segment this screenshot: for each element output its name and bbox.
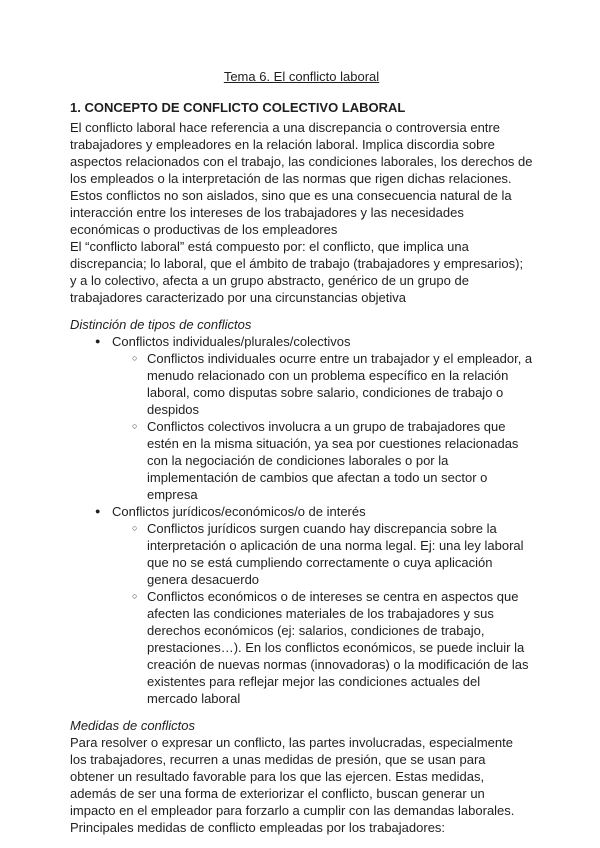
sub-list <box>112 350 533 503</box>
sub-list-item-text: Conflictos colectivos involucra a un grupo de trabajadores que estén en la misma situación, ya sea por cuestiones relacionadas con la negociación de condiciones laborales o por la implementación de cambios que afectan a todo un sector o empresa <box>147 419 519 502</box>
subsection-heading-medidas: Medidas de conflictos <box>70 718 196 733</box>
list-item <box>70 333 533 503</box>
bullet-circle-icon: ○ <box>132 421 138 431</box>
sub-list-item <box>70 520 533 588</box>
sub-list <box>112 520 533 707</box>
paragraph-medidas: Para resolver o expresar un conflicto, las partes involucradas, especialmente los trabajadores, recurren a unas medidas de presión, que se usan para obtener un resultado favorable para los que las ejercen. Estas medidas, además de ser una forma de exteriorizar el conflicto, buscan generar un impacto en el empleador para forzarlo a cumplir con las demandas laborales. Principales medidas de conflicto empleadas por los trabajadores: <box>70 735 515 835</box>
bullet-circle-icon: ○ <box>132 353 138 363</box>
sub-list-item <box>70 588 533 707</box>
sub-list-item <box>70 350 533 418</box>
list-item <box>70 503 533 707</box>
sub-list-item <box>70 418 533 503</box>
document-title: Tema 6. El conflicto laboral <box>223 69 380 84</box>
paragraph-concepto-2: El “conflicto laboral” está compuesto por: el conflicto, que implica una discrepancia; lo laboral, que el ámbito de trabajo (trabajadores y empresarios); y a lo colectivo, afecta a un grupo abstracto, genérico de un grupo de trabajadores caracterizado por una circunstancias objetiva <box>70 239 524 305</box>
types-bullet-list <box>70 333 533 707</box>
paragraph-concepto-1: El conflicto laboral hace referencia a una discrepancia o controversia entre trabajadores y empleadores en la relación laboral. Implica discordia sobre aspectos relacionados con el trabajo, las condiciones laborales, los derechos de los empleados o la interpretación de las normas que rigen dichas relaciones. Estos conflictos no son aislados, sino que es una consecuencia natural de la interacción entre los intereses de los trabajadores y las necesidades económicas o productivas de los empleadores <box>70 120 533 237</box>
subsection-heading-distincion: Distinción de tipos de conflictos <box>70 317 252 332</box>
bullet-disc-icon: ● <box>95 336 101 346</box>
bullet-circle-icon: ○ <box>132 523 138 533</box>
sub-list-item-text: Conflictos individuales ocurre entre un trabajador y el empleador, a menudo relacionado con un problema específico en la relación laboral, como disputas sobre salario, condiciones de trabajo o despidos <box>147 351 533 417</box>
list-item-label: Conflictos individuales/plurales/colectivos <box>112 334 351 349</box>
sub-list-item-text: Conflictos económicos o de intereses se centra en aspectos que afecten las condiciones materiales de los trabajadores y sus derechos económicos (ej: salarios, condiciones de trabajo, prestaciones…). En los conflictos económicos, se puede incluir la creación de nuevas normas (innovadoras) o la modificación de las existentes para reflejar mejor las condiciones actuales del mercado laboral <box>147 589 529 706</box>
bullet-circle-icon: ○ <box>132 591 138 601</box>
sub-list-item-text: Conflictos jurídicos surgen cuando hay discrepancia sobre la interpretación o aplicación de una norma legal. Ej: una ley laboral que no se está cumpliendo correctamente o cuya aplicación genera desacuerdo <box>147 521 524 587</box>
bullet-disc-icon: ● <box>95 506 101 516</box>
list-item-label: Conflictos jurídicos/económicos/o de interés <box>112 504 366 519</box>
section-heading-concepto: 1. CONCEPTO DE CONFLICTO COLECTIVO LABORAL <box>70 100 406 115</box>
